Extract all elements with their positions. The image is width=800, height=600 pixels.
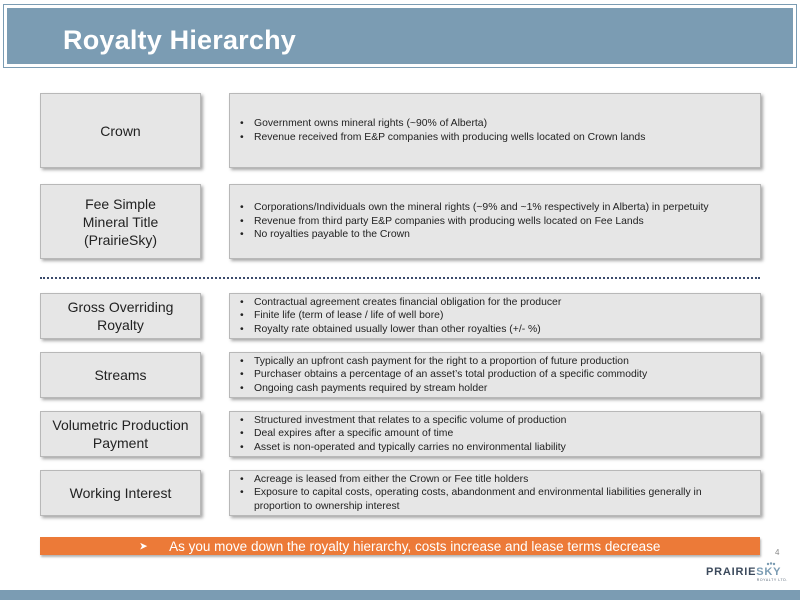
row-description-box-streams <box>229 352 761 398</box>
bullet-list <box>238 473 750 514</box>
bullet-item: • Revenue received from E&P companies with producing wells located on Crown lands <box>238 131 750 145</box>
logo-prairie: PRAIRIE <box>706 566 757 578</box>
bullet-item: • Revenue from third party E&P companies with producing wells located on Fee Lands <box>238 215 750 229</box>
bullet-list <box>238 414 750 455</box>
bullet-list <box>238 355 750 396</box>
row-label-box-fee-simple <box>40 184 201 259</box>
row-description-box-gross-overriding-royalty <box>229 293 761 339</box>
row-label: Volumetric Production Payment <box>52 417 189 451</box>
dotted-separator <box>40 277 760 279</box>
bullet-item: • Contractual agreement creates financial obligation for the producer <box>238 296 750 310</box>
bullet-item: • Asset is non-operated and typically carries no environmental liability <box>238 441 750 455</box>
logo-dots-icon <box>766 562 776 566</box>
row-description-box-crown <box>229 93 761 168</box>
bullet-item: • Purchaser obtains a percentage of an asset’s total production of a specific commodity <box>238 368 750 382</box>
row-label-box-crown <box>40 93 201 168</box>
row-label: Gross Overriding Royalty <box>67 299 174 333</box>
bullet-item: • Structured investment that relates to a specific volume of production <box>238 414 750 428</box>
title-bar <box>0 0 800 70</box>
row-label: Streams <box>94 367 147 383</box>
prairiesky-logo <box>706 566 788 586</box>
bullet-item: • Typically an upfront cash payment for the right to a proportion of future production <box>238 355 750 369</box>
row-description-box-volumetric-production-payment <box>229 411 761 457</box>
bullet-item: • Royalty rate obtained usually lower than other royalties (+/- %) <box>238 323 750 337</box>
bullet-item: • Acreage is leased from either the Crown or Fee title holders <box>238 473 750 487</box>
bullet-list <box>238 117 750 144</box>
row-label: Working Interest <box>69 485 172 501</box>
row-label-box-volumetric-production-payment <box>40 411 201 457</box>
logo-subtitle: ROYALTY LTD. <box>756 578 788 582</box>
title-panel <box>4 5 796 67</box>
bullet-item: • Deal expires after a specific amount of time <box>238 427 750 441</box>
row-label: Fee Simple Mineral Title (PrairieSky) <box>82 195 159 248</box>
bullet-item: • Corporations/Individuals own the mineral rights (~9% and ~1% respectively in Alberta) in perpetuity <box>238 201 750 215</box>
bullet-item: • Exposure to capital costs, operating costs, abandonment and environmental liabilities generally in proportion to ownership interest <box>238 486 750 513</box>
banner-text: As you move down the royalty hierarchy, costs increase and lease terms decrease <box>169 538 661 554</box>
bullet-item: • Ongoing cash payments required by stream holder <box>238 382 750 396</box>
arrow-right-icon: ➤ <box>139 540 148 551</box>
logo-wordmark <box>706 566 788 578</box>
page-title: Royalty Hierarchy <box>63 25 297 55</box>
row-label-box-streams <box>40 352 201 398</box>
conclusion-banner <box>40 537 760 555</box>
row-label-box-working-interest <box>40 470 201 516</box>
bullet-item: • Government owns mineral rights (~90% of Alberta) <box>238 117 750 131</box>
page-number: 4 <box>775 548 780 557</box>
bullet-list <box>238 296 750 337</box>
row-description-box-working-interest <box>229 470 761 516</box>
footer-bar <box>0 590 800 600</box>
row-label-box-gross-overriding-royalty <box>40 293 201 339</box>
row-description-box-fee-simple <box>229 184 761 259</box>
row-label: Crown <box>100 122 141 139</box>
bullet-item: • Finite life (term of lease / life of well bore) <box>238 309 750 323</box>
logo-sky: SKY <box>756 566 782 578</box>
bullet-list <box>238 201 750 242</box>
bullet-item: • No royalties payable to the Crown <box>238 228 750 242</box>
